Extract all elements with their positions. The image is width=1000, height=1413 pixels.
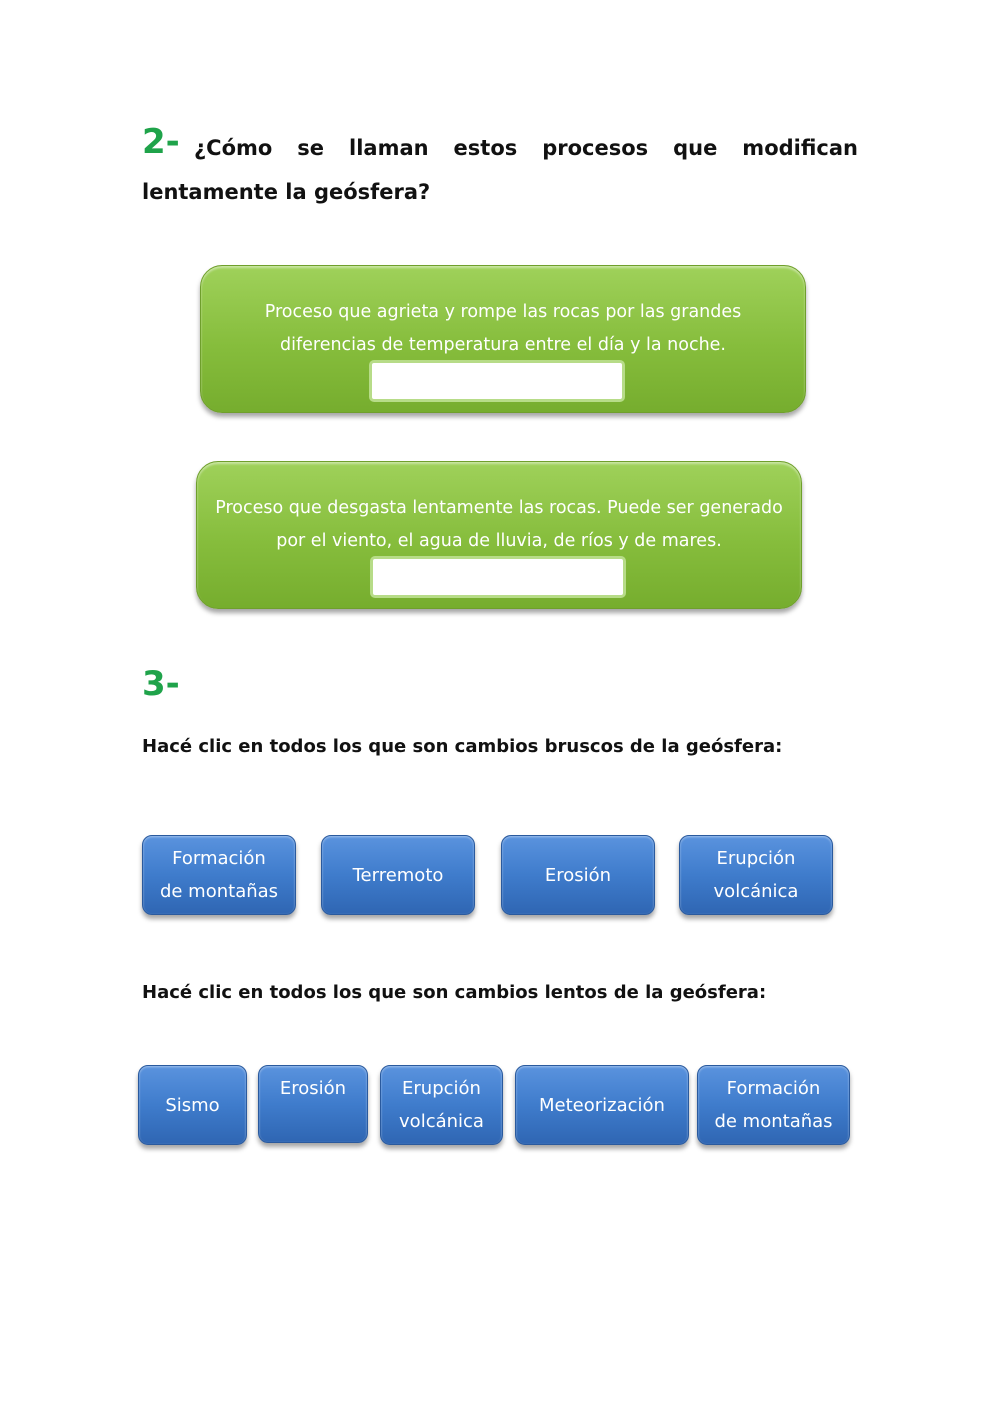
abrupt-changes-instruction: Hacé clic en todos los que son cambios bruscos de la geósfera:: [142, 736, 783, 757]
abrupt-option-mountain-formation[interactable]: [142, 835, 296, 915]
option-label: Meteorización: [539, 1094, 665, 1116]
question-2-number: 2-: [142, 122, 180, 162]
erosion-card-text: Proceso que desgasta lentamente las rocas. Puede ser generado por el viento, el agua de lluvia, de ríos y de mares.: [215, 498, 783, 551]
option-label: Erosión: [544, 864, 612, 886]
option-label: Sismo: [165, 1094, 220, 1116]
weathering-answer-input[interactable]: [369, 360, 625, 402]
question-3-number: 3-: [142, 664, 180, 704]
option-label: Erupción volcánica: [399, 1078, 484, 1132]
question-2-text: ¿Cómo se llaman estos procesos que modifican lentamente la geósfera?: [142, 136, 858, 204]
erosion-answer-input[interactable]: [370, 556, 626, 598]
slow-option-weathering[interactable]: [515, 1065, 689, 1145]
slow-option-mountain-formation[interactable]: [697, 1065, 850, 1145]
slow-option-seism[interactable]: [138, 1065, 247, 1145]
slow-option-erosion[interactable]: [258, 1065, 368, 1143]
slow-option-volcanic-eruption[interactable]: [380, 1065, 503, 1145]
slow-changes-instruction: Hacé clic en todos los que son cambios lentos de la geósfera:: [142, 982, 767, 1003]
weathering-card-text: Proceso que agrieta y rompe las rocas por las grandes diferencias de temperatura entre el día y la noche.: [264, 302, 742, 355]
erosion-card: [196, 461, 802, 609]
option-label: Terremoto: [352, 864, 444, 886]
option-label: Erupción volcánica: [713, 848, 799, 902]
option-label: Formación de montañas: [159, 848, 279, 902]
abrupt-option-volcanic-eruption[interactable]: [679, 835, 833, 915]
option-label: Erosión: [279, 1078, 347, 1099]
option-label: Formación de montañas: [714, 1078, 833, 1132]
weathering-card: [200, 265, 806, 413]
abrupt-option-erosion[interactable]: [501, 835, 655, 915]
abrupt-option-earthquake[interactable]: [321, 835, 475, 915]
